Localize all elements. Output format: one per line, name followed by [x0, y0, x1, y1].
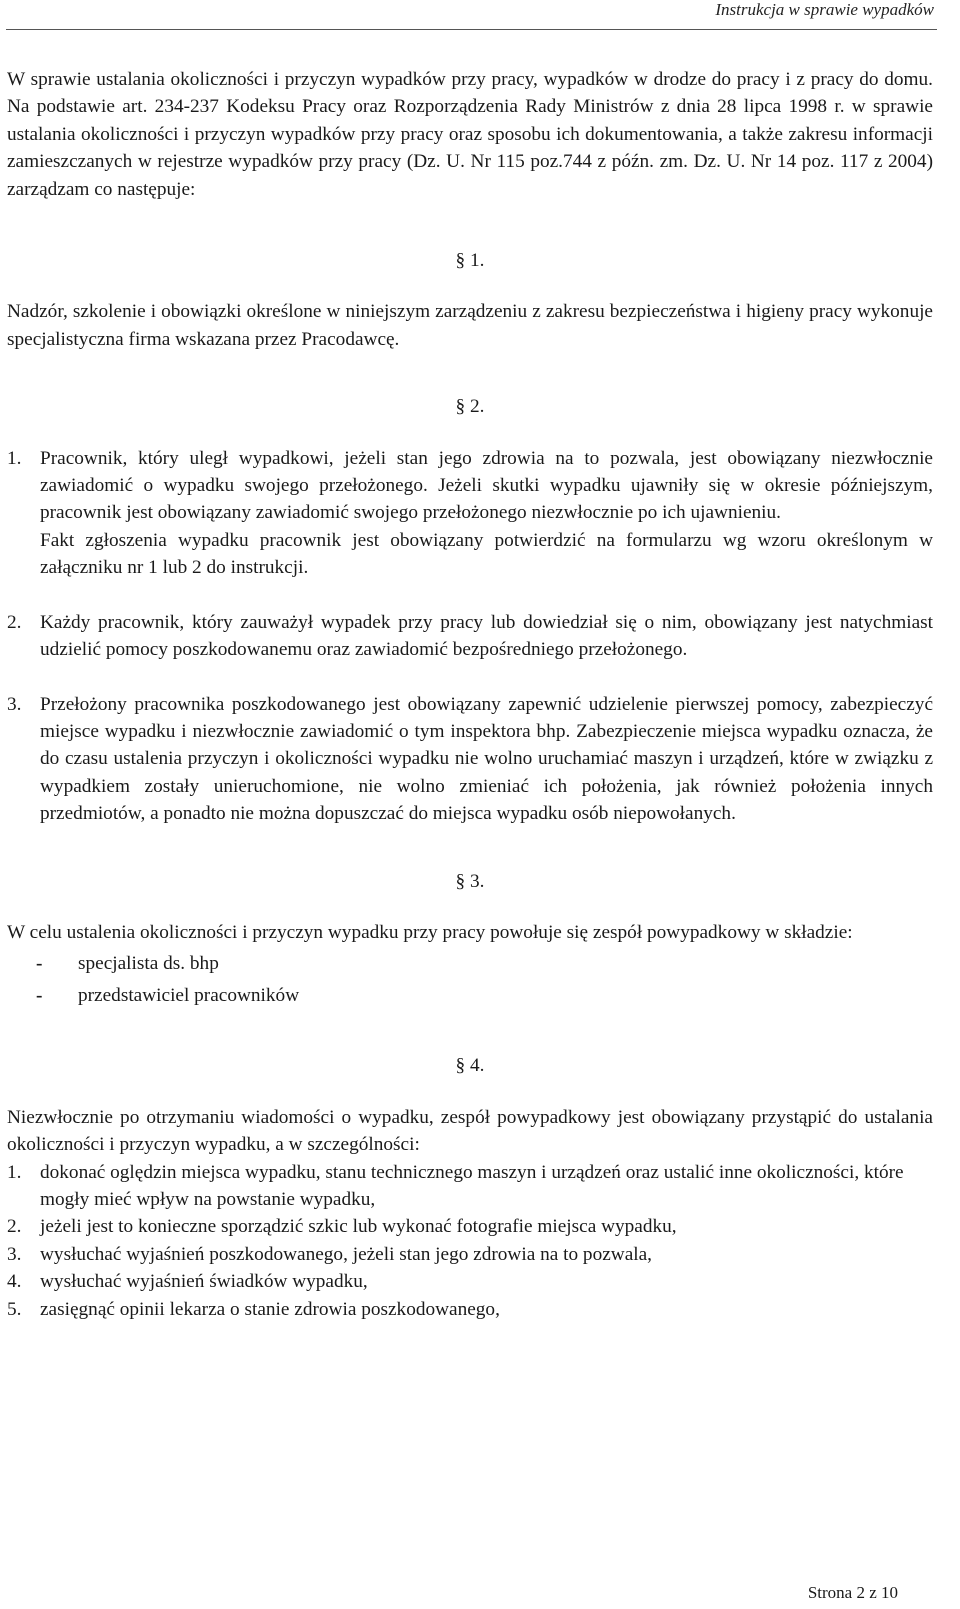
list-item [7, 948, 933, 980]
section-4-text: Niezwłocznie po otrzymaniu wiadomości o wypadku, zespół powypadkowy jest obowiązany przystąpić do ustalania okoliczności i przyczyn wypadku, a w szczególności: [7, 1106, 933, 1156]
list-item [7, 1296, 933, 1323]
page-number: Strona 2 z 10 [807, 1583, 898, 1602]
section-2-item-1 [7, 445, 933, 527]
spacer [7, 664, 933, 691]
item-text: Pracownik, który uległ wypadkowi, jeżeli stan jego zdrowia na to pozwala, jest obowiązany niezwłocznie zawiadomić o wypadku swojego przełożonego. Jeżeli skutki wypadku ujawniły się w okresie późniejszym, pracownik jest obowiązany zawiadomić swojego przełożonego niezwłocznie po ich ujawnieniu. [40, 447, 933, 524]
item-text: Każdy pracownik, który zauważył wypadek przy pracy lub dowiedział się o nim, obowiązany jest natychmiast udzielić pomocy poszkodowanemu oraz zawiadomić bezpośredniego przełożonego. [40, 611, 933, 661]
section-1-text: Nadzór, szkolenie i obowiązki określone w niniejszym zarządzeniu z zakresu bezpieczeństwa i higieny pracy wykonuje specjalistyczna firma wskazana przez Pracodawcę. [7, 301, 933, 350]
page-header-title: Instrukcja w sprawie wypadków [715, 0, 934, 19]
item-text: wysłuchać wyjaśnień świadków wypadku, [40, 1271, 368, 1293]
section-1-mark: § 1. [455, 250, 485, 272]
section-3-text: W celu ustalenia okoliczności i przyczyn wypadku przy pracy powołuje się zespół powypadkowy w składzie: [7, 921, 853, 943]
item-text: wysłuchać wyjaśnień poszkodowanego, jeżeli stan jego zdrowia na to pozwala, [40, 1243, 652, 1265]
item-text: Przełożony pracownika poszkodowanego jest obowiązany zapewnić udzielenie pierwszej pomocy, zabezpieczyć miejsce wypadku i niezwłocznie zawiadomić o tym inspektora bhp. Zabezpieczenie miejsca wypadku oznacza, że do czasu ustalenia przyczyn i okoliczności wypadku nie wolno uruchamiać maszyn i urządzeń, które w związku z wypadkiem zostały unieruchomione, nie wolno zmieniać ich położenia, jak również położenia innych przedmiotów, a ponadto nie można dopuszczać do miejsca wypadku osób niepowołanych. [40, 693, 933, 825]
dash-bullet: - [36, 953, 43, 975]
section-2-item-2 [7, 609, 933, 664]
document-body [7, 66, 933, 1323]
member-text: przedstawiciel pracowników [78, 985, 300, 1007]
item-text: jeżeli jest to konieczne sporządzić szkic lub wykonać fotografie miejsca wypadku, [40, 1216, 677, 1238]
section-4-list [7, 1159, 933, 1323]
spacer [7, 582, 933, 609]
item-number: 3. [7, 1243, 22, 1265]
item-number: 3. [7, 693, 22, 715]
item-text: zasięgnąć opinii lekarza o stanie zdrowia poszkodowanego, [40, 1298, 500, 1320]
section-3-mark: § 3. [455, 870, 485, 892]
section-4-mark: § 4. [455, 1055, 485, 1077]
intro-paragraph: W sprawie ustalania okoliczności i przyczyn wypadków przy pracy, wypadków w drodze do pracy i z pracy do domu. Na podstawie art. 234-237 Kodeksu Pracy oraz Rozporządzenia Rady Ministrów z dnia 28 lipca 1998 r. w sprawie ustalania okoliczności i przyczyn wypadków przy pracy oraz sposobu ich dokumentowania, a także zakresu informacji zamieszczanych w rejestrze wypadków przy pracy (Dz. U. Nr 115 poz.744 z późn. zm. Dz. U. Nr 14 poz. 117 z 2004) zarządzam co następuje: [7, 69, 933, 200]
item-number: 2. [7, 1216, 22, 1238]
member-text: specjalista ds. bhp [78, 953, 219, 975]
section-2-mark: § 2. [455, 396, 485, 418]
team-member-list [7, 948, 933, 1012]
item-number: 1. [7, 1161, 22, 1183]
list-item [7, 1159, 933, 1214]
dash-bullet: - [36, 985, 43, 1007]
list-item [7, 1268, 933, 1295]
list-item [7, 1213, 933, 1240]
list-item [7, 1241, 933, 1268]
section-2-item-3 [7, 691, 933, 828]
item-number: 5. [7, 1298, 22, 1320]
item-number: 2. [7, 611, 22, 633]
section-2-item-1-extra: Fakt zgłoszenia wypadku pracownik jest obowiązany potwierdzić na formularzu wg wzoru określonym w załączniku nr 1 lub 2 do instrukcji. [40, 529, 933, 579]
item-text: dokonać oględzin miejsca wypadku, stanu technicznego maszyn i urządzeń oraz ustalić inne okoliczności, które mogły mieć wpływ na powstanie wypadku, [40, 1161, 904, 1210]
item-number: 4. [7, 1271, 22, 1293]
header-divider [6, 29, 937, 30]
list-item [7, 980, 933, 1012]
item-number: 1. [7, 447, 22, 469]
